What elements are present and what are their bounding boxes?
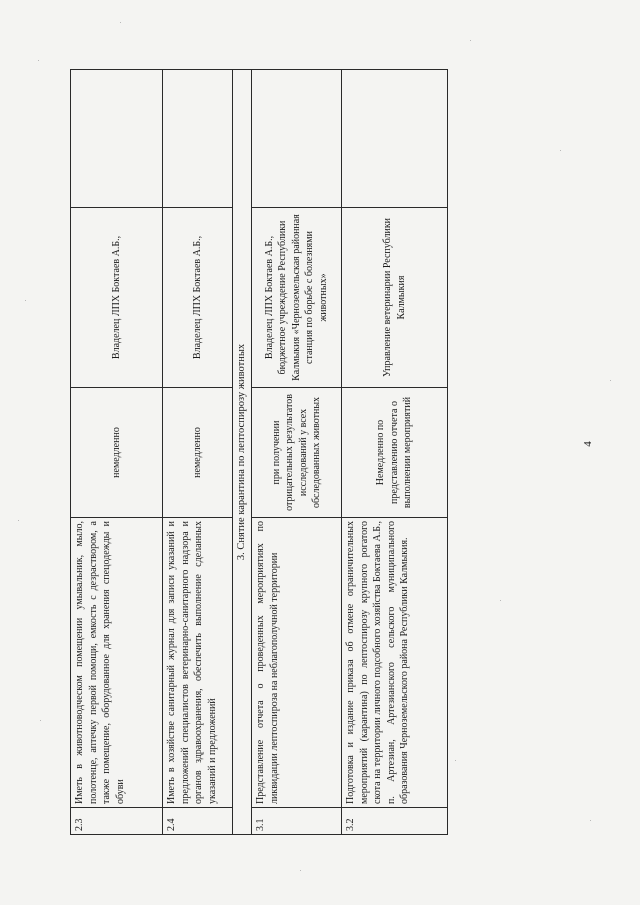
row-responsible: Управление ветеринарии Республики Калмыкия (342, 208, 448, 388)
row-number: 2.3 (71, 808, 163, 835)
row-empty-cell (163, 70, 233, 208)
row-number: 2.4 (163, 808, 233, 835)
row-term: при получении отрицательных результатов исследований у всех обследованных животных (252, 388, 342, 518)
page-number: 4 (581, 441, 594, 447)
row-responsible: Владелец ЛПХ Боктаев А.Б., бюджетное учреждение Республики Калмыкия «Черноземельская районная станция по борьбе с болезнями животных» (252, 208, 342, 388)
table-row (71, 70, 163, 835)
row-term: Немедленно по представлению отчета о выполнении мероприятий (342, 388, 448, 518)
table-row (342, 70, 448, 835)
row-number: 3.1 (252, 808, 342, 835)
section-title: 3. Снятие карантина по лептоспирозу животных (233, 70, 252, 835)
row-empty-cell (342, 70, 448, 208)
measures-table (70, 69, 448, 835)
row-description: Представление отчета о проведенных мероприятиях по ликвидации лептоспироза на неблагополучной территории (252, 518, 342, 808)
row-term: немедленно (71, 388, 163, 518)
section-header-row (233, 70, 252, 835)
row-number: 3.2 (342, 808, 448, 835)
row-empty-cell (252, 70, 342, 208)
row-term: немедленно (163, 388, 233, 518)
table-row (252, 70, 342, 835)
row-responsible: Владелец ЛПХ Боктаев А.Б., (71, 208, 163, 388)
row-description: Иметь в животноводческом помещении умывальник, мыло, полотенце, аптечку первой помощи, емкость с дезраствором, а также помещение, оборудованное для хранения спецодежды и обуви (71, 518, 163, 808)
table-row (163, 70, 233, 835)
row-description: Подготовка и издание приказа об отмене ограничительных мероприятий (карантина) по лептоспирозу крупного рогатого скота на территории личного подсобного хозяйства Боктаева А.Б., п. Артезиан, Артезианского сельского муниципального образования Черноземельского района Республики Калмыкия. (342, 518, 448, 808)
row-responsible: Владелец ЛПХ Боктаев А.Б., (163, 208, 233, 388)
row-description: Иметь в хозяйстве санитарный журнал для записи указаний и предложений специалистов ветеринарно-санитарного надзора и органов здравоохранения, обеспечить выполнение сделанных указаний и предложений (163, 518, 233, 808)
row-empty-cell (71, 70, 163, 208)
rotated-table-wrapper (70, 70, 448, 835)
